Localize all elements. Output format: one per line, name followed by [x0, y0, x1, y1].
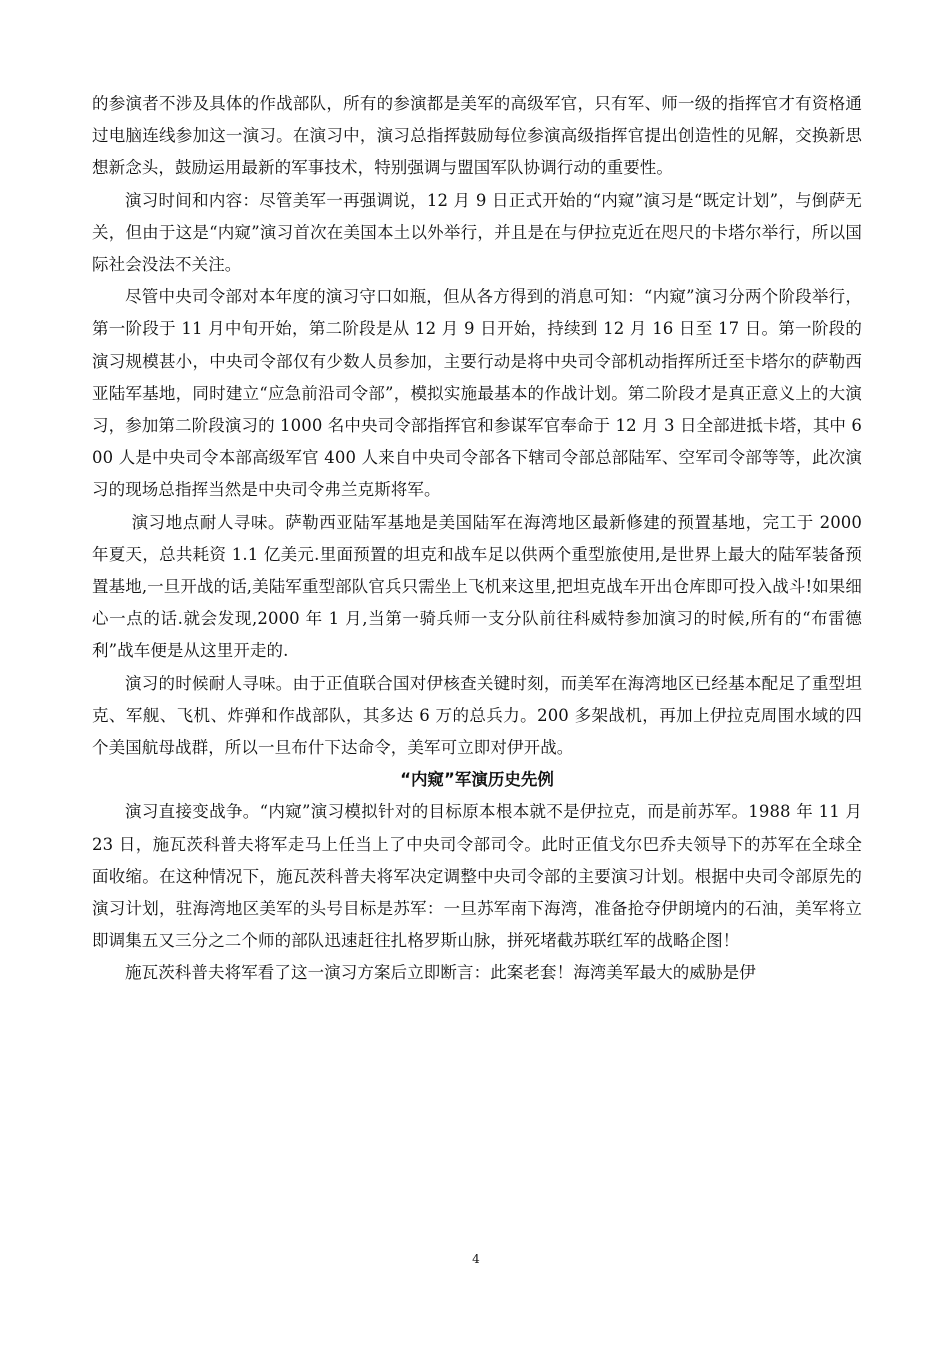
- document-page: [92, 88, 862, 990]
- paragraph-participants: 的参演者不涉及具体的作战部队，所有的参演都是美军的高级军官，只有军、师一级的指挥官才有资格通过电脑连线参加这一演习。在演习中，演习总指挥鼓励每位参演高级指挥官提出创造性的见解，交换新思想新念头，鼓励运用最新的军事技术，特别强调与盟国军队协调行动的重要性。: [92, 94, 862, 178]
- page-number: 4: [472, 1252, 480, 1266]
- paragraph-exercise-location: 演习地点耐人寻味。萨勒西亚陆军基地是美国陆军在海湾地区最新修建的预置基地，完工于 2000 年夏天，总共耗资 1.1 亿美元.里面预置的坦克和战车足以供两个重型旅使用,是世界上最大的陆军装备预置基地,一旦开战的话,美陆军重型部队官兵只需坐上飞机来这里,把坦克战车开出仓库即可投入战斗!如果细心一点的话.就会发现,2000 年 1 月,当第一骑兵师一支分队前往科威特参加演习的时候,所有的“布雷德利”战车便是从这里开走的.: [92, 512, 862, 661]
- paragraph-exercise-phases: 尽管中央司令部对本年度的演习守口如瓶，但从各方得到的消息可知：“内窥”演习分两个阶段举行，第一阶段于 11 月中旬开始，第二阶段是从 12 月 9 日开始，持续到 12 月 16 日至 17 日。第一阶段的演习规模甚小，中央司令部仅有少数人员参加，主要行动是将中央司令部机动指挥所迁至卡塔尔的萨勒西亚陆军基地，同时建立“应急前沿司令部”，模拟实施最基本的作战计划。第二阶段才是真正意义上的大演习，参加第二阶段演习的 1000 名中央司令部指挥官和参谋军官奉命于 12 月 3 日全部进抵卡塔，其中 600 人是中央司令本部高级军官 400 人来自中央司令部各下辖司令部总部陆军、空军司令部等等，此次演习的现场总指挥当然是中央司令弗兰克斯将军。: [92, 287, 862, 500]
- paragraph-history: 演习直接变战争。“内窥”演习模拟针对的目标原本根本就不是伊拉克，而是前苏军。1988 年 11 月 23 日，施瓦茨科普夫将军走马上任当上了中央司令部司令。此时正值戈尔巴乔夫领导下的苏军在全球全面收缩。在这种情况下，施瓦茨科普夫将军决定调整中央司令部的主要演习计划。根据中央司令部原先的演习计划，驻海湾地区美军的头号目标是苏军：一旦苏军南下海湾，准备抢夺伊朗境内的石油，美军将立即调集五又三分之二个师的部队迅速赶往扎格罗斯山脉，拼死堵截苏联红军的战略企图！: [92, 802, 862, 951]
- paragraph-exercise-time: 演习时间和内容：尽管美军一再强调说，12 月 9 日正式开始的“内窥”演习是“既定计划”，与倒萨无关，但由于这是“内窥”演习首次在美国本土以外举行，并且是在与伊拉克近在咫尺的卡塔尔举行，所以国际社会没法不关注。: [92, 190, 862, 275]
- paragraph-schwarzkopf: 施瓦茨科普夫将军看了这一演习方案后立即断言：此案老套！海湾美军最大的威胁是伊: [125, 963, 756, 983]
- section-heading: “内窥”军演历史先例: [400, 770, 554, 790]
- paragraph-exercise-timing: 演习的时候耐人寻味。由于正值联合国对伊核查关键时刻，而美军在海湾地区已经基本配足了重型坦克、军舰、飞机、炸弹和作战部队，其多达 6 万的总兵力。200 多架战机，再加上伊拉克周围水域的四个美国航母战群，所以一旦布什下达命令，美军可立即对伊开战。: [92, 673, 862, 758]
